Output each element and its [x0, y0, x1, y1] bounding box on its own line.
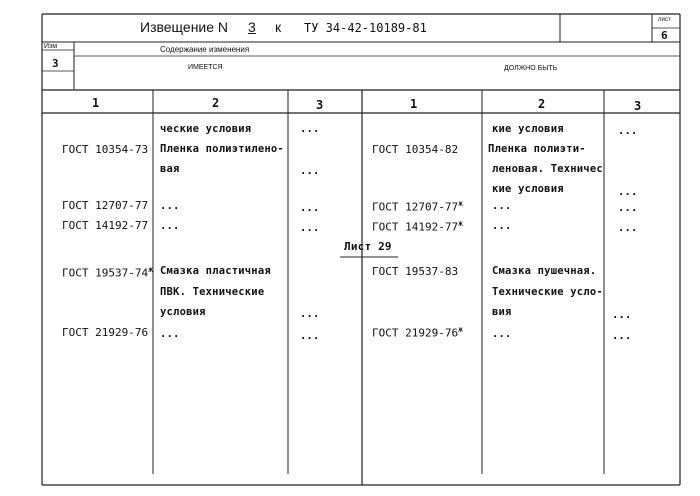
left-row-6-desc: Смазка пластичная: [160, 265, 271, 277]
left-row-5-col3: ...: [300, 222, 320, 234]
right-row-6-gost-mark: ж: [458, 219, 463, 228]
right-row-8-desc: Технические усло-: [492, 286, 603, 298]
right-col-1-number: 1: [410, 97, 418, 111]
left-row-3-col3: ...: [300, 165, 320, 177]
left-row-4-gost: ГОСТ 12707-77: [62, 199, 149, 212]
doc-code: ТУ 34-42-10189-81: [304, 21, 427, 35]
left-row-6-gost: [62, 266, 153, 279]
right-row-6-col3: ...: [618, 222, 638, 234]
right-row-10-gost: [372, 326, 463, 339]
right-row-10-gost-mark: ж: [458, 325, 463, 334]
left-row-8-desc: условия: [160, 306, 206, 318]
right-row-4-desc: кие условия: [492, 183, 564, 195]
left-row-9-gost: ГОСТ 21929-76: [62, 326, 149, 339]
left-row-1-desc: ческие условия: [160, 123, 252, 135]
left-row-6-gost-text: ГОСТ 19537-74: [62, 266, 149, 280]
right-row-2-gost: ГОСТ 10354-82: [372, 143, 459, 156]
notice-number: 3: [248, 19, 256, 35]
content-label: Содержание изменения: [160, 45, 250, 54]
left-row-7-desc: ПВК. Технические: [160, 286, 265, 298]
right-row-5-gost-text: ГОСТ 12707-77: [372, 200, 459, 214]
left-col-1-number: 1: [92, 96, 100, 110]
izm-value: 3: [52, 57, 59, 70]
left-row-3-desc: вая: [160, 163, 180, 175]
left-row-5-desc: ...: [160, 220, 180, 232]
right-row-9-desc: вия: [492, 306, 512, 318]
right-row-4-col3: ...: [618, 186, 638, 198]
right-row-9-col3: ...: [612, 309, 632, 321]
left-row-8-col3: ...: [300, 308, 320, 320]
right-row-2-desc: Пленка полиэти-: [488, 143, 586, 155]
notice-k: к: [275, 19, 282, 35]
left-row-2-gost: ГОСТ 10354-73: [62, 143, 149, 156]
right-row-5-gost: [372, 200, 463, 213]
left-row-4-col3: ...: [300, 202, 320, 214]
left-col-3-number: 3: [316, 98, 324, 112]
right-row-10-desc: ...: [492, 328, 512, 340]
right-row-5-gost-mark: ж: [458, 199, 463, 208]
right-row-6-gost-text: ГОСТ 14192-77: [372, 220, 459, 234]
right-row-5-desc: ...: [492, 200, 512, 212]
izm-label: Изм: [44, 43, 58, 50]
left-row-5-gost: ГОСТ 14192-77: [62, 219, 149, 232]
right-col-3-number: 3: [634, 99, 642, 113]
sheet-break-label: Лист 29: [344, 240, 392, 253]
right-row-1-desc: кие условия: [492, 123, 564, 135]
right-col-2-number: 2: [538, 97, 546, 111]
left-row-9-desc: ...: [160, 328, 180, 340]
right-row-3-desc: леновая. Техничес: [492, 163, 603, 175]
right-row-10-col3: ...: [612, 330, 632, 342]
sheet-label: лист: [658, 17, 671, 23]
left-row-6-gost-mark: ж: [148, 265, 153, 274]
left-col-2-number: 2: [212, 96, 220, 110]
should-be-label: ДОЛЖНО БЫТЬ: [504, 65, 558, 72]
left-row-2-desc: Пленка полиэтилено-: [160, 143, 284, 155]
right-row-7-gost: ГОСТ 19537-83: [372, 265, 459, 278]
right-row-6-desc: ...: [492, 220, 512, 232]
right-row-1-col3: ...: [618, 125, 638, 137]
left-row-9-col3: ...: [300, 330, 320, 342]
left-row-1-col3: ...: [300, 123, 320, 135]
notice-title: Извещение N: [140, 19, 229, 35]
right-row-5-col3: ...: [618, 202, 638, 214]
right-row-10-gost-text: ГОСТ 21929-76: [372, 326, 459, 340]
right-row-7-desc: Смазка пушечная.: [492, 265, 597, 277]
sheet-number: 6: [661, 29, 668, 42]
left-row-4-desc: ...: [160, 200, 180, 212]
right-row-6-gost: [372, 220, 463, 233]
exists-label: ИМЕЕТСЯ: [188, 64, 223, 71]
